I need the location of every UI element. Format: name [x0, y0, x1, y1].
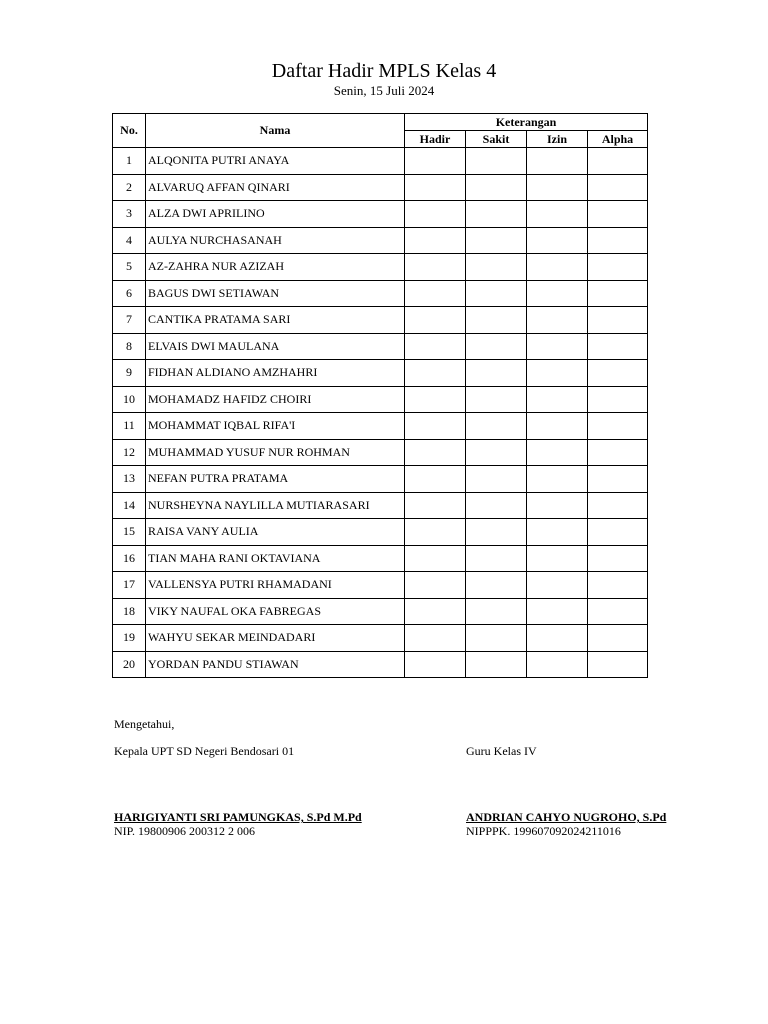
row-number: 9 — [113, 360, 146, 387]
cell-hadir — [405, 254, 466, 281]
header-hadir: Hadir — [405, 131, 466, 148]
cell-sakit — [466, 148, 527, 175]
cell-izin — [527, 360, 588, 387]
cell-sakit — [466, 307, 527, 334]
cell-sakit — [466, 519, 527, 546]
header-no: No. — [113, 114, 146, 148]
table-row — [113, 386, 648, 413]
cell-izin — [527, 572, 588, 599]
row-number: 6 — [113, 280, 146, 307]
student-name: MOHAMMAT IQBAL RIFA'I — [146, 413, 405, 440]
student-name: FIDHAN ALDIANO AMZHAHRI — [146, 360, 405, 387]
attendance-table — [112, 113, 648, 678]
table-row — [113, 439, 648, 466]
row-number: 13 — [113, 466, 146, 493]
cell-izin — [527, 148, 588, 175]
row-number: 8 — [113, 333, 146, 360]
header-izin: Izin — [527, 131, 588, 148]
left-signer-name: HARIGIYANTI SRI PAMUNGKAS, S.Pd M.Pd — [114, 810, 362, 824]
table-row — [113, 307, 648, 334]
cell-izin — [527, 651, 588, 678]
student-name: ELVAIS DWI MAULANA — [146, 333, 405, 360]
cell-sakit — [466, 254, 527, 281]
row-number: 17 — [113, 572, 146, 599]
table-row — [113, 333, 648, 360]
student-name: ALQONITA PUTRI ANAYA — [146, 148, 405, 175]
row-number: 20 — [113, 651, 146, 678]
table-row — [113, 466, 648, 493]
cell-sakit — [466, 413, 527, 440]
right-signer-name: ANDRIAN CAHYO NUGROHO, S.Pd — [466, 810, 667, 824]
acknowledgement-label: Mengetahui, — [114, 717, 175, 731]
cell-alpha — [588, 254, 648, 281]
right-signer-id: NIPPPK. 199607092024211016 — [466, 824, 621, 838]
cell-sakit — [466, 333, 527, 360]
student-name: ALZA DWI APRILINO — [146, 201, 405, 228]
student-name: CANTIKA PRATAMA SARI — [146, 307, 405, 334]
cell-sakit — [466, 174, 527, 201]
student-name: NURSHEYNA NAYLILLA MUTIARASARI — [146, 492, 405, 519]
cell-izin — [527, 598, 588, 625]
cell-hadir — [405, 492, 466, 519]
cell-hadir — [405, 466, 466, 493]
cell-sakit — [466, 386, 527, 413]
cell-hadir — [405, 201, 466, 228]
table-row — [113, 201, 648, 228]
row-number: 11 — [113, 413, 146, 440]
row-number: 16 — [113, 545, 146, 572]
student-name: VALLENSYA PUTRI RHAMADANI — [146, 572, 405, 599]
student-name: ALVARUQ AFFAN QINARI — [146, 174, 405, 201]
student-name: WAHYU SEKAR MEINDADARI — [146, 625, 405, 652]
table-row — [113, 360, 648, 387]
header-keterangan: Keterangan — [405, 114, 648, 131]
cell-alpha — [588, 386, 648, 413]
student-name: BAGUS DWI SETIAWAN — [146, 280, 405, 307]
attendance-table-body — [113, 148, 648, 678]
cell-sakit — [466, 651, 527, 678]
cell-alpha — [588, 598, 648, 625]
cell-izin — [527, 280, 588, 307]
cell-hadir — [405, 360, 466, 387]
table-row — [113, 519, 648, 546]
cell-izin — [527, 466, 588, 493]
cell-alpha — [588, 466, 648, 493]
cell-alpha — [588, 519, 648, 546]
cell-sakit — [466, 360, 527, 387]
table-row — [113, 545, 648, 572]
table-row — [113, 174, 648, 201]
cell-alpha — [588, 174, 648, 201]
cell-izin — [527, 333, 588, 360]
header-nama: Nama — [146, 114, 405, 148]
row-number: 1 — [113, 148, 146, 175]
row-number: 7 — [113, 307, 146, 334]
cell-izin — [527, 254, 588, 281]
cell-sakit — [466, 572, 527, 599]
student-name: NEFAN PUTRA PRATAMA — [146, 466, 405, 493]
cell-hadir — [405, 307, 466, 334]
cell-hadir — [405, 174, 466, 201]
cell-hadir — [405, 545, 466, 572]
cell-izin — [527, 545, 588, 572]
cell-alpha — [588, 307, 648, 334]
cell-sakit — [466, 439, 527, 466]
cell-sakit — [466, 545, 527, 572]
cell-alpha — [588, 625, 648, 652]
student-name: AULYA NURCHASANAH — [146, 227, 405, 254]
row-number: 2 — [113, 174, 146, 201]
cell-sakit — [466, 201, 527, 228]
cell-hadir — [405, 572, 466, 599]
cell-alpha — [588, 492, 648, 519]
cell-alpha — [588, 651, 648, 678]
row-number: 4 — [113, 227, 146, 254]
cell-hadir — [405, 280, 466, 307]
cell-izin — [527, 413, 588, 440]
table-row — [113, 280, 648, 307]
table-row — [113, 227, 648, 254]
cell-izin — [527, 439, 588, 466]
cell-izin — [527, 492, 588, 519]
left-signer-id: NIP. 19800906 200312 2 006 — [114, 824, 256, 838]
student-name: TIAN MAHA RANI OKTAVIANA — [146, 545, 405, 572]
table-row — [113, 598, 648, 625]
row-number: 3 — [113, 201, 146, 228]
cell-sakit — [466, 227, 527, 254]
page-title: Daftar Hadir MPLS Kelas 4 — [271, 60, 497, 82]
table-row — [113, 572, 648, 599]
row-number: 10 — [113, 386, 146, 413]
cell-hadir — [405, 519, 466, 546]
row-number: 15 — [113, 519, 146, 546]
row-number: 5 — [113, 254, 146, 281]
header-alpha: Alpha — [588, 131, 648, 148]
cell-sakit — [466, 466, 527, 493]
cell-sakit — [466, 625, 527, 652]
table-row — [113, 413, 648, 440]
row-number: 18 — [113, 598, 146, 625]
cell-hadir — [405, 148, 466, 175]
cell-alpha — [588, 545, 648, 572]
student-name: MUHAMMAD YUSUF NUR ROHMAN — [146, 439, 405, 466]
cell-sakit — [466, 280, 527, 307]
cell-izin — [527, 174, 588, 201]
student-name: AZ-ZAHRA NUR AZIZAH — [146, 254, 405, 281]
right-signer-role: Guru Kelas IV — [466, 744, 537, 758]
cell-izin — [527, 201, 588, 228]
cell-alpha — [588, 572, 648, 599]
cell-sakit — [466, 598, 527, 625]
cell-hadir — [405, 625, 466, 652]
cell-alpha — [588, 360, 648, 387]
table-row — [113, 254, 648, 281]
cell-izin — [527, 519, 588, 546]
page-subtitle-date: Senin, 15 Juli 2024 — [333, 83, 435, 98]
header-sakit: Sakit — [466, 131, 527, 148]
cell-hadir — [405, 386, 466, 413]
row-number: 19 — [113, 625, 146, 652]
cell-alpha — [588, 333, 648, 360]
table-row — [113, 148, 648, 175]
cell-alpha — [588, 439, 648, 466]
cell-alpha — [588, 413, 648, 440]
cell-hadir — [405, 651, 466, 678]
student-name: MOHAMADZ HAFIDZ CHOIRI — [146, 386, 405, 413]
cell-hadir — [405, 333, 466, 360]
left-signer-role: Kepala UPT SD Negeri Bendosari 01 — [114, 744, 295, 758]
cell-alpha — [588, 148, 648, 175]
attendance-table-header — [113, 114, 648, 148]
table-row — [113, 625, 648, 652]
cell-sakit — [466, 492, 527, 519]
cell-izin — [527, 386, 588, 413]
cell-hadir — [405, 413, 466, 440]
cell-izin — [527, 227, 588, 254]
cell-hadir — [405, 227, 466, 254]
cell-alpha — [588, 201, 648, 228]
table-row — [113, 492, 648, 519]
student-name: YORDAN PANDU STIAWAN — [146, 651, 405, 678]
cell-alpha — [588, 280, 648, 307]
cell-alpha — [588, 227, 648, 254]
student-name: RAISA VANY AULIA — [146, 519, 405, 546]
student-name: VIKY NAUFAL OKA FABREGAS — [146, 598, 405, 625]
cell-izin — [527, 307, 588, 334]
row-number: 14 — [113, 492, 146, 519]
row-number: 12 — [113, 439, 146, 466]
cell-izin — [527, 625, 588, 652]
cell-hadir — [405, 598, 466, 625]
table-row — [113, 651, 648, 678]
cell-hadir — [405, 439, 466, 466]
